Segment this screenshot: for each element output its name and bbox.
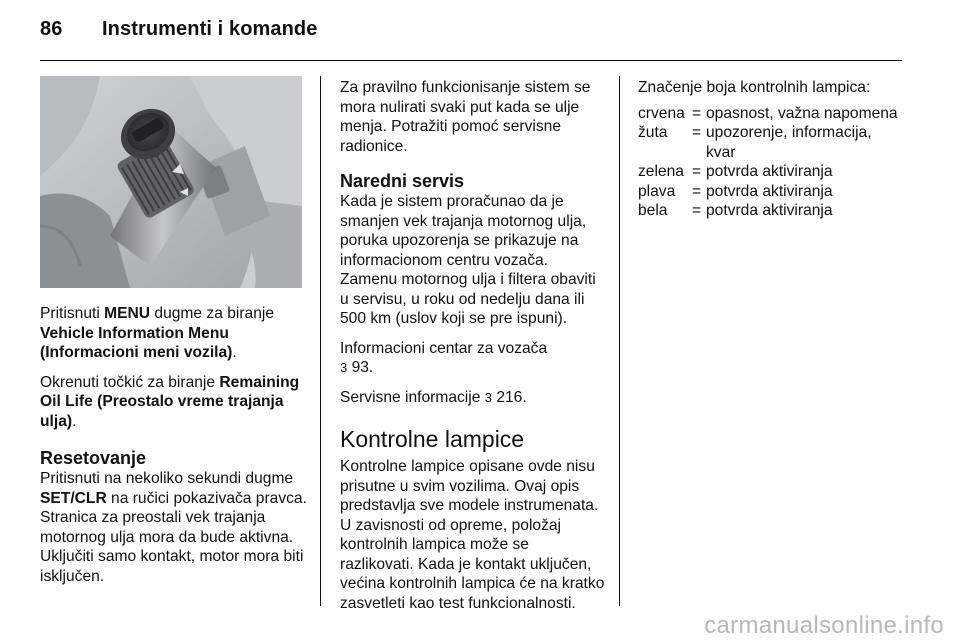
column-2 [340, 78, 606, 623]
header-rule [40, 60, 902, 61]
text: Pritisnuti na nekoliko sekundi dugme [40, 470, 294, 487]
column-divider [320, 76, 321, 606]
column-3 [638, 78, 900, 221]
color-name: bela [638, 202, 668, 219]
page-title: Instrumenti i komande [102, 18, 318, 40]
button-label: SET/CLR [40, 489, 107, 507]
paragraph: Kontrolne lampice opisane ovde nisu prisutne u svim vozilima. Ovaj opis predstavlja sve modele instrumenata. U zavisnosti od opreme, položaj kontrolnih lampica može se razlikovati. Kada je kontakt uključen, većina kontrolnih lampica će na kratko zasvetleti kao test funkcionalnosti. [340, 458, 605, 612]
cross-reference [340, 388, 606, 408]
section-title: Kontrolne lampice [340, 426, 525, 452]
watermark: carmanualsonline.info [704, 612, 944, 639]
text: Servisne informacije [340, 388, 481, 406]
page-ref: 216. [496, 388, 527, 406]
paragraph [40, 469, 308, 586]
page-number: 86 [40, 18, 63, 40]
section-heading: Naredni servis [340, 171, 465, 191]
menu-button-label: MENU [104, 305, 151, 322]
text: Pritisnuti [40, 305, 105, 322]
text: Informacioni centar za vozača [340, 339, 548, 357]
column-1 [40, 304, 308, 596]
color-name: plava [638, 182, 676, 200]
text: dugme za biranje [150, 305, 275, 322]
equals-sign: = [692, 202, 702, 219]
paragraph: Za pravilno funkcionisanje sistem se mora nulirati svaki put kada se ulje menja. Potražiti pomoć servisne radionice. [340, 79, 591, 155]
table-row [638, 123, 900, 162]
table-row [638, 201, 900, 221]
color-name: crvena [638, 104, 685, 122]
color-meaning: upozorenje, informacija, kvar [706, 124, 872, 161]
cross-reference [340, 339, 606, 378]
reference-arrow-icon: 3 [484, 389, 492, 405]
equals-sign: = [692, 163, 702, 180]
table-row [638, 182, 900, 202]
reference-arrow-icon: 3 [340, 360, 348, 375]
table-row [638, 104, 900, 124]
color-meaning: potvrda aktiviranja [706, 202, 833, 219]
text: na ručici pokazivača pravca. Stranica za preostali vek trajanja motornog ulja mora da bude aktivna. Uključiti samo kontakt, motor mora biti isključen. [40, 489, 307, 585]
paragraph [40, 304, 308, 363]
paragraph: Kada je sistem proračunao da je smanjen vek trajanja motornog ulja, poruka upozorenja se prikazuje na informacionom centru vozača. Zamenu motornog ulja i filtera obaviti u servisu, u roku od nedelju dana ili 500 km (uslov koji se pre ispuni). [340, 193, 596, 327]
section-heading: Resetovanje [40, 448, 147, 468]
text: . [232, 344, 237, 361]
text: . [72, 412, 77, 430]
color-meaning: opasnost, važna napomena [706, 104, 898, 122]
equals-sign: = [692, 124, 702, 141]
column-divider [619, 76, 620, 606]
equals-sign: = [692, 104, 702, 122]
text: Okrenuti točkić za biranje [40, 373, 220, 391]
color-name: žuta [638, 124, 668, 141]
color-meaning: potvrda aktiviranja [706, 163, 833, 180]
menu-name: Vehicle Information Menu (Informacioni meni vozila) [40, 324, 233, 361]
color-name: zelena [638, 163, 684, 180]
color-meaning: potvrda aktiviranja [706, 182, 833, 200]
lever-photo [40, 76, 302, 288]
table-row [638, 162, 900, 182]
menu-item-name: Remaining Oil Life (Preostalo vreme trajanja ulja) [40, 373, 300, 430]
paragraph [40, 373, 308, 432]
page-ref: 93. [351, 359, 374, 376]
page-header [40, 18, 317, 41]
equals-sign: = [692, 182, 702, 200]
paragraph: Značenje boja kontrolnih lampica: [638, 79, 871, 96]
color-meaning-table [638, 104, 900, 221]
